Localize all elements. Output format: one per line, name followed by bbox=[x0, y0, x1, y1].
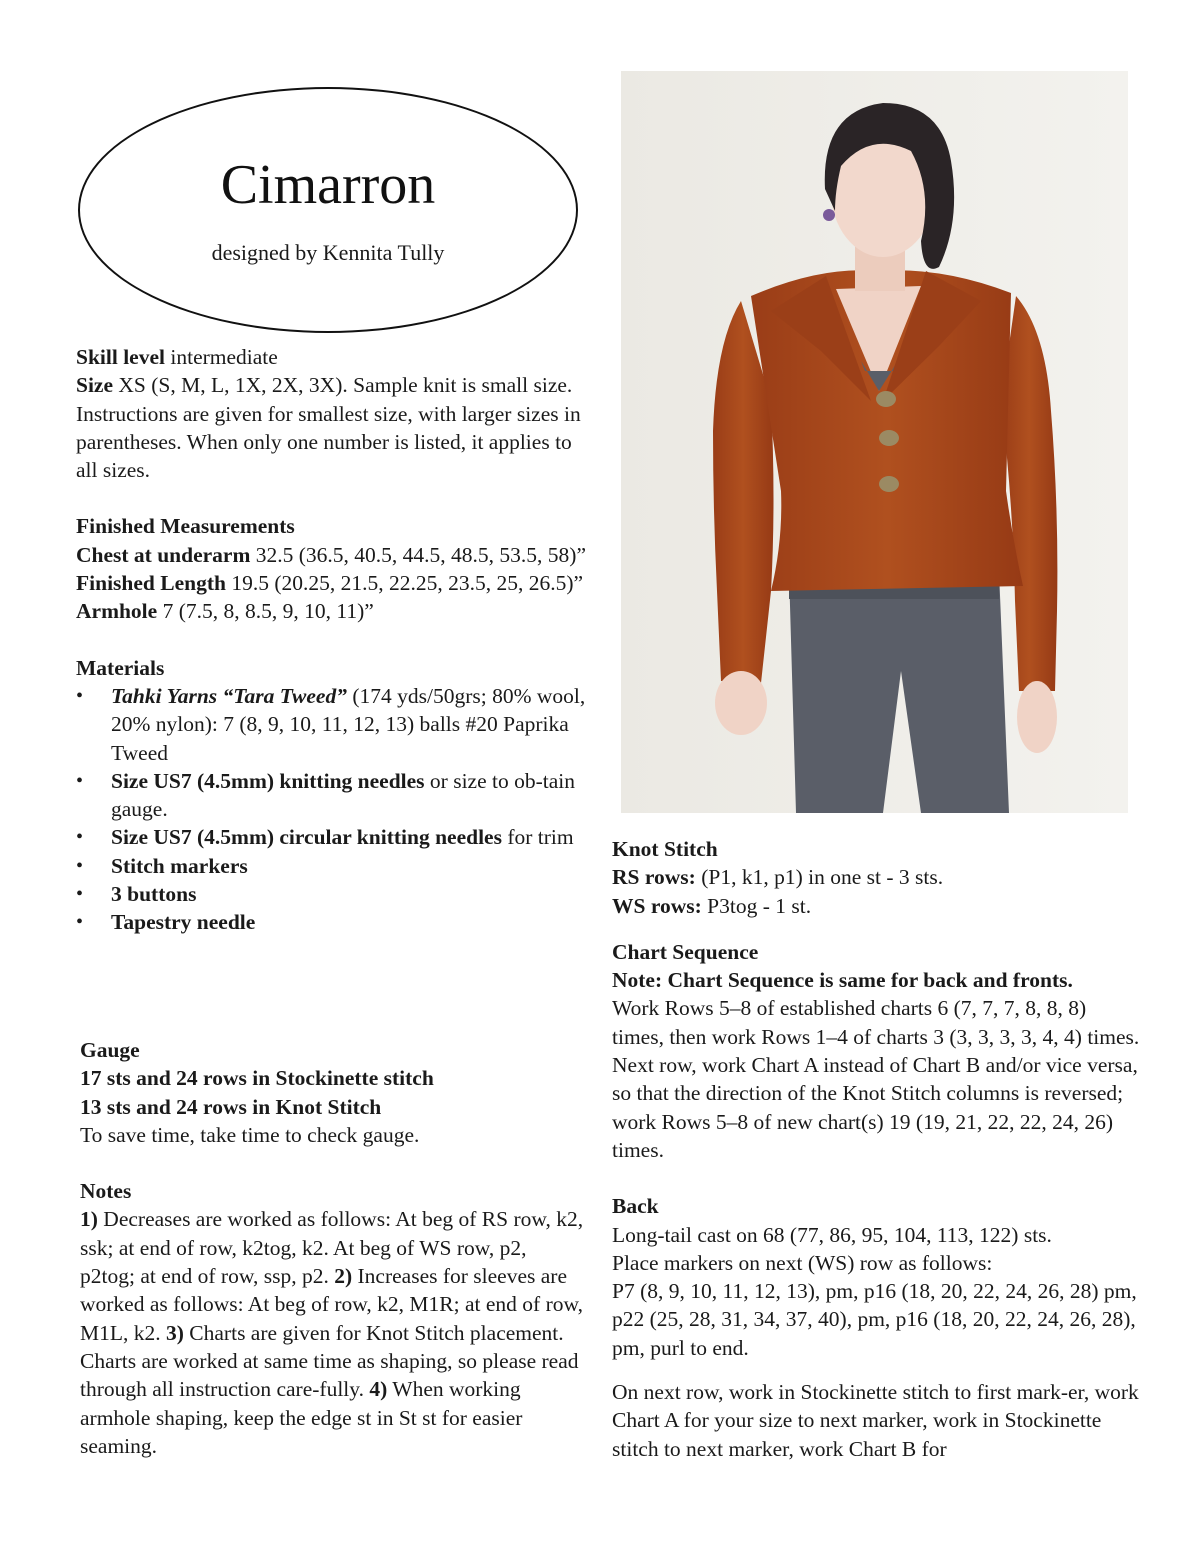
measurements-heading: Finished Measurements bbox=[76, 514, 295, 539]
list-item: • Stitch markers bbox=[76, 852, 586, 880]
pattern-title: Cimarron bbox=[220, 154, 436, 216]
gauge-line: 17 sts and 24 rows in Stockinette stitch bbox=[80, 1066, 434, 1091]
notes-heading: Notes bbox=[80, 1179, 132, 1204]
list-item: • 3 buttons bbox=[76, 880, 586, 908]
gauge-line: 13 sts and 24 rows in Knot Stitch bbox=[80, 1094, 382, 1119]
chart-sequence-body: Work Rows 5–8 of established charts 6 (7, 7, 7, 8, 8, 8) times, then work Rows 1–4 of charts 3 (3, 3, 3, 3, 4, 4) times. Next row, work Chart A instead of Chart B and/or vice versa, so that the direction of the Knot Stitch columns is reversed; work Rows 5–8 of new chart(s) 19 (19, 21, 22, 22, 24, 26) times. bbox=[612, 996, 1140, 1162]
back-para: P7 (8, 9, 10, 11, 12, 13), pm, p16 (18, 20, 22, 24, 26, 28) pm, p22 (25, 28, 31, 34, 37, 40), pm, p16 (18, 20, 22, 24, 26, 28), pm, purl to end. bbox=[612, 1279, 1137, 1360]
size-value: XS (S, M, L, 1X, 2X, 3X). Sample knit is small size. bbox=[113, 373, 573, 398]
notes-body: 1) Decreases are worked as follows: At beg of RS row, k2, ssk; at end of row, k2tog, k2. At beg of WS row, p2, p2tog; at end of row, ssp, p2. 2) Increases for sleeves are worked as follows: At beg of row, k2, M1R; at end of row, M1L, k2. 3) Charts are given for Knot Stitch placement. Charts are worked at same time as shaping, so please read through all instruction care-fully. 4) When working armhole shaping, keep the edge st in St st for easier seaming. bbox=[80, 1207, 584, 1458]
skill-value: intermediate bbox=[165, 345, 278, 369]
skill-level bbox=[76, 343, 586, 371]
chart-sequence-heading: Chart Sequence bbox=[612, 939, 759, 964]
materials-list bbox=[76, 682, 586, 937]
back-heading: Back bbox=[612, 1194, 659, 1219]
length-measurement: Finished Length 19.5 (20.25, 21.5, 22.25, 23.5, 25, 26.5)” bbox=[76, 571, 584, 596]
list-item: • Size US7 (4.5mm) circular knitting needles for trim bbox=[76, 823, 586, 851]
left-column-lower bbox=[80, 1036, 586, 1460]
back-para: On next row, work in Stockinette stitch to first mark-er, work Chart A for your size to next marker, work in Stockinette stitch to next marker, work Chart B for bbox=[612, 1380, 1139, 1461]
model-illustration bbox=[621, 71, 1128, 813]
left-column bbox=[76, 343, 586, 937]
size-label: Size bbox=[76, 373, 114, 398]
back-para: Long-tail cast on 68 (77, 86, 95, 104, 113, 122) sts. bbox=[612, 1222, 1052, 1247]
list-item: • Tahki Yarns “Tara Tweed” (174 yds/50grs; 80% wool, 20% nylon): 7 (8, 9, 10, 11, 12, 13) balls #20 Paprika Tweed bbox=[76, 682, 586, 767]
skill-label: Skill level bbox=[76, 345, 165, 369]
designer-byline: designed by Kennita Tully bbox=[211, 240, 445, 265]
materials-heading: Materials bbox=[76, 655, 165, 680]
back-para: Place markers on next (WS) row as follows: bbox=[612, 1250, 993, 1275]
chart-sequence-note: Note: Chart Sequence is same for back and fronts. bbox=[612, 968, 1073, 993]
armhole-measurement: Armhole 7 (7.5, 8, 8.5, 9, 10, 11)” bbox=[76, 599, 374, 624]
gauge-heading: Gauge bbox=[80, 1038, 140, 1062]
knot-stitch-heading: Knot Stitch bbox=[612, 837, 718, 861]
list-item: • Tapestry needle bbox=[76, 908, 586, 936]
knot-ws-rows: WS rows: P3tog - 1 st. bbox=[612, 893, 812, 918]
knot-rs-rows: RS rows: (P1, k1, p1) in one st - 3 sts. bbox=[612, 865, 944, 890]
gauge-line: To save time, take time to check gauge. bbox=[80, 1122, 420, 1147]
size-instructions: Instructions are given for smallest size, with larger sizes in parentheses. When only one number is listed, it applies to all sizes. bbox=[76, 401, 581, 483]
model-photo bbox=[621, 71, 1128, 813]
right-column bbox=[612, 835, 1142, 1463]
list-item: • Size US7 (4.5mm) knitting needles or size to ob-tain gauge. bbox=[76, 767, 586, 824]
chest-measurement: Chest at underarm 32.5 (36.5, 40.5, 44.5, 48.5, 53.5, 58)” bbox=[76, 542, 586, 567]
size-line bbox=[76, 371, 586, 399]
